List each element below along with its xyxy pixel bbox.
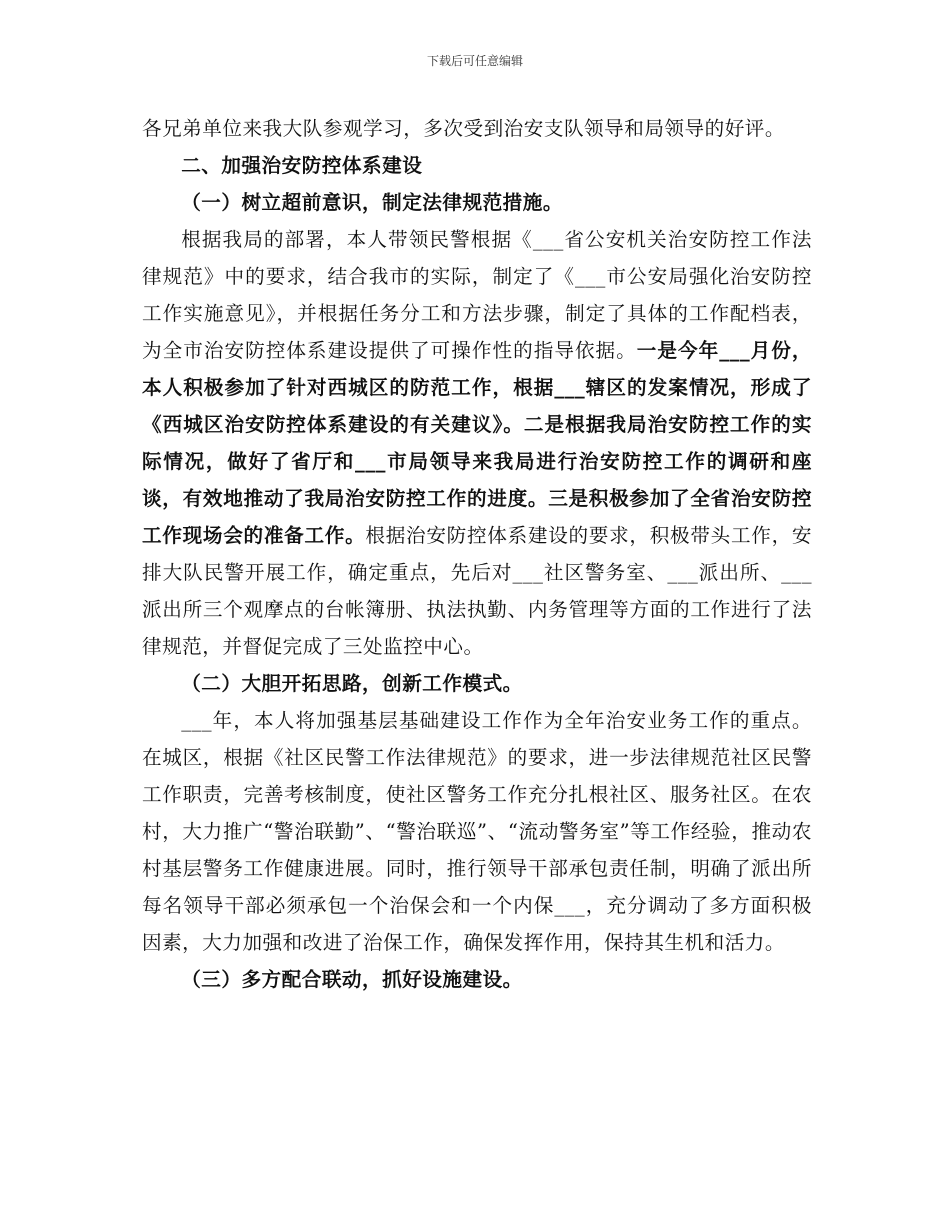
subsection-1-text: 根据我局的部署，本人带领民警根据《___省公安机关治安防控工作法律规范》中的要求，结合我市的实际，制定了《___市公安局强化治安防控工作实施意见》，并根据任务分工和方法步骤，制定了具体的工作配档表，为全市治安防控体系建设提供了可操作性的指导依据。 <box>142 228 812 362</box>
document-body <box>142 110 812 998</box>
subsection-2-title: （二）大胆开拓思路，创新工作模式。 <box>181 672 523 695</box>
page-header: 下载后可任意编辑 <box>426 54 523 68</box>
subsection-1-bold-text: 一是今年___月份，本人积极参加了针对西城区的防范工作，根据___辖区的发案情况，形成了《西城区治安防控体系建设的有关建议》。二是根据我局治安防控工作的实际情况，做好了省厅和___市局领导来我局进行治安防控工作的调研和座谈，有效地推动了我局治安防控工作的进度。三是积极参加了全省治安防控工作现场会的准备工作。 <box>142 339 813 547</box>
intro-paragraph: 各兄弟单位来我大队参观学习，多次受到治安支队领导和局领导的好评。 <box>142 117 785 140</box>
subsection-3-title: （三）多方配合联动，抓好设施建设。 <box>181 968 523 991</box>
subsection-1-paragraph <box>142 221 812 665</box>
section-title: 二、加强治安防控体系建设 <box>181 154 423 177</box>
subsection-1-title: （一）树立超前意识，制定法律规范措施。 <box>181 191 563 214</box>
subsection-1-tail-text: 根据治安防控体系建设的要求，积极带头工作，安排大队民警开展工作，确定重点，先后对___社区警务室、___派出所、___派出所三个观摩点的台帐簿册、执法执勤、内务管理等方面的工作进行了法律规范，并督促完成了三处监控中心。 <box>142 524 813 658</box>
subsection-2-paragraph: ___年，本人将加强基层基础建设工作作为全年治安业务工作的重点。在城区，根据《社区民警工作法律规范》的要求，进一步法律规范社区民警工作职责，完善考核制度，使社区警务工作充分扎根社区、服务社区。在农村，大力推广“警治联勤”、“警治联巡”、“流动警务室”等工作经验，推动农村基层警务工作健康进展。同时，推行领导干部承包责任制，明确了派出所每名领导干部必须承包一个治保会和一个内保___，充分调动了多方面积极因素，大力加强和改进了治保工作，确保发挥作用，保持其生机和活力。 <box>142 709 812 954</box>
